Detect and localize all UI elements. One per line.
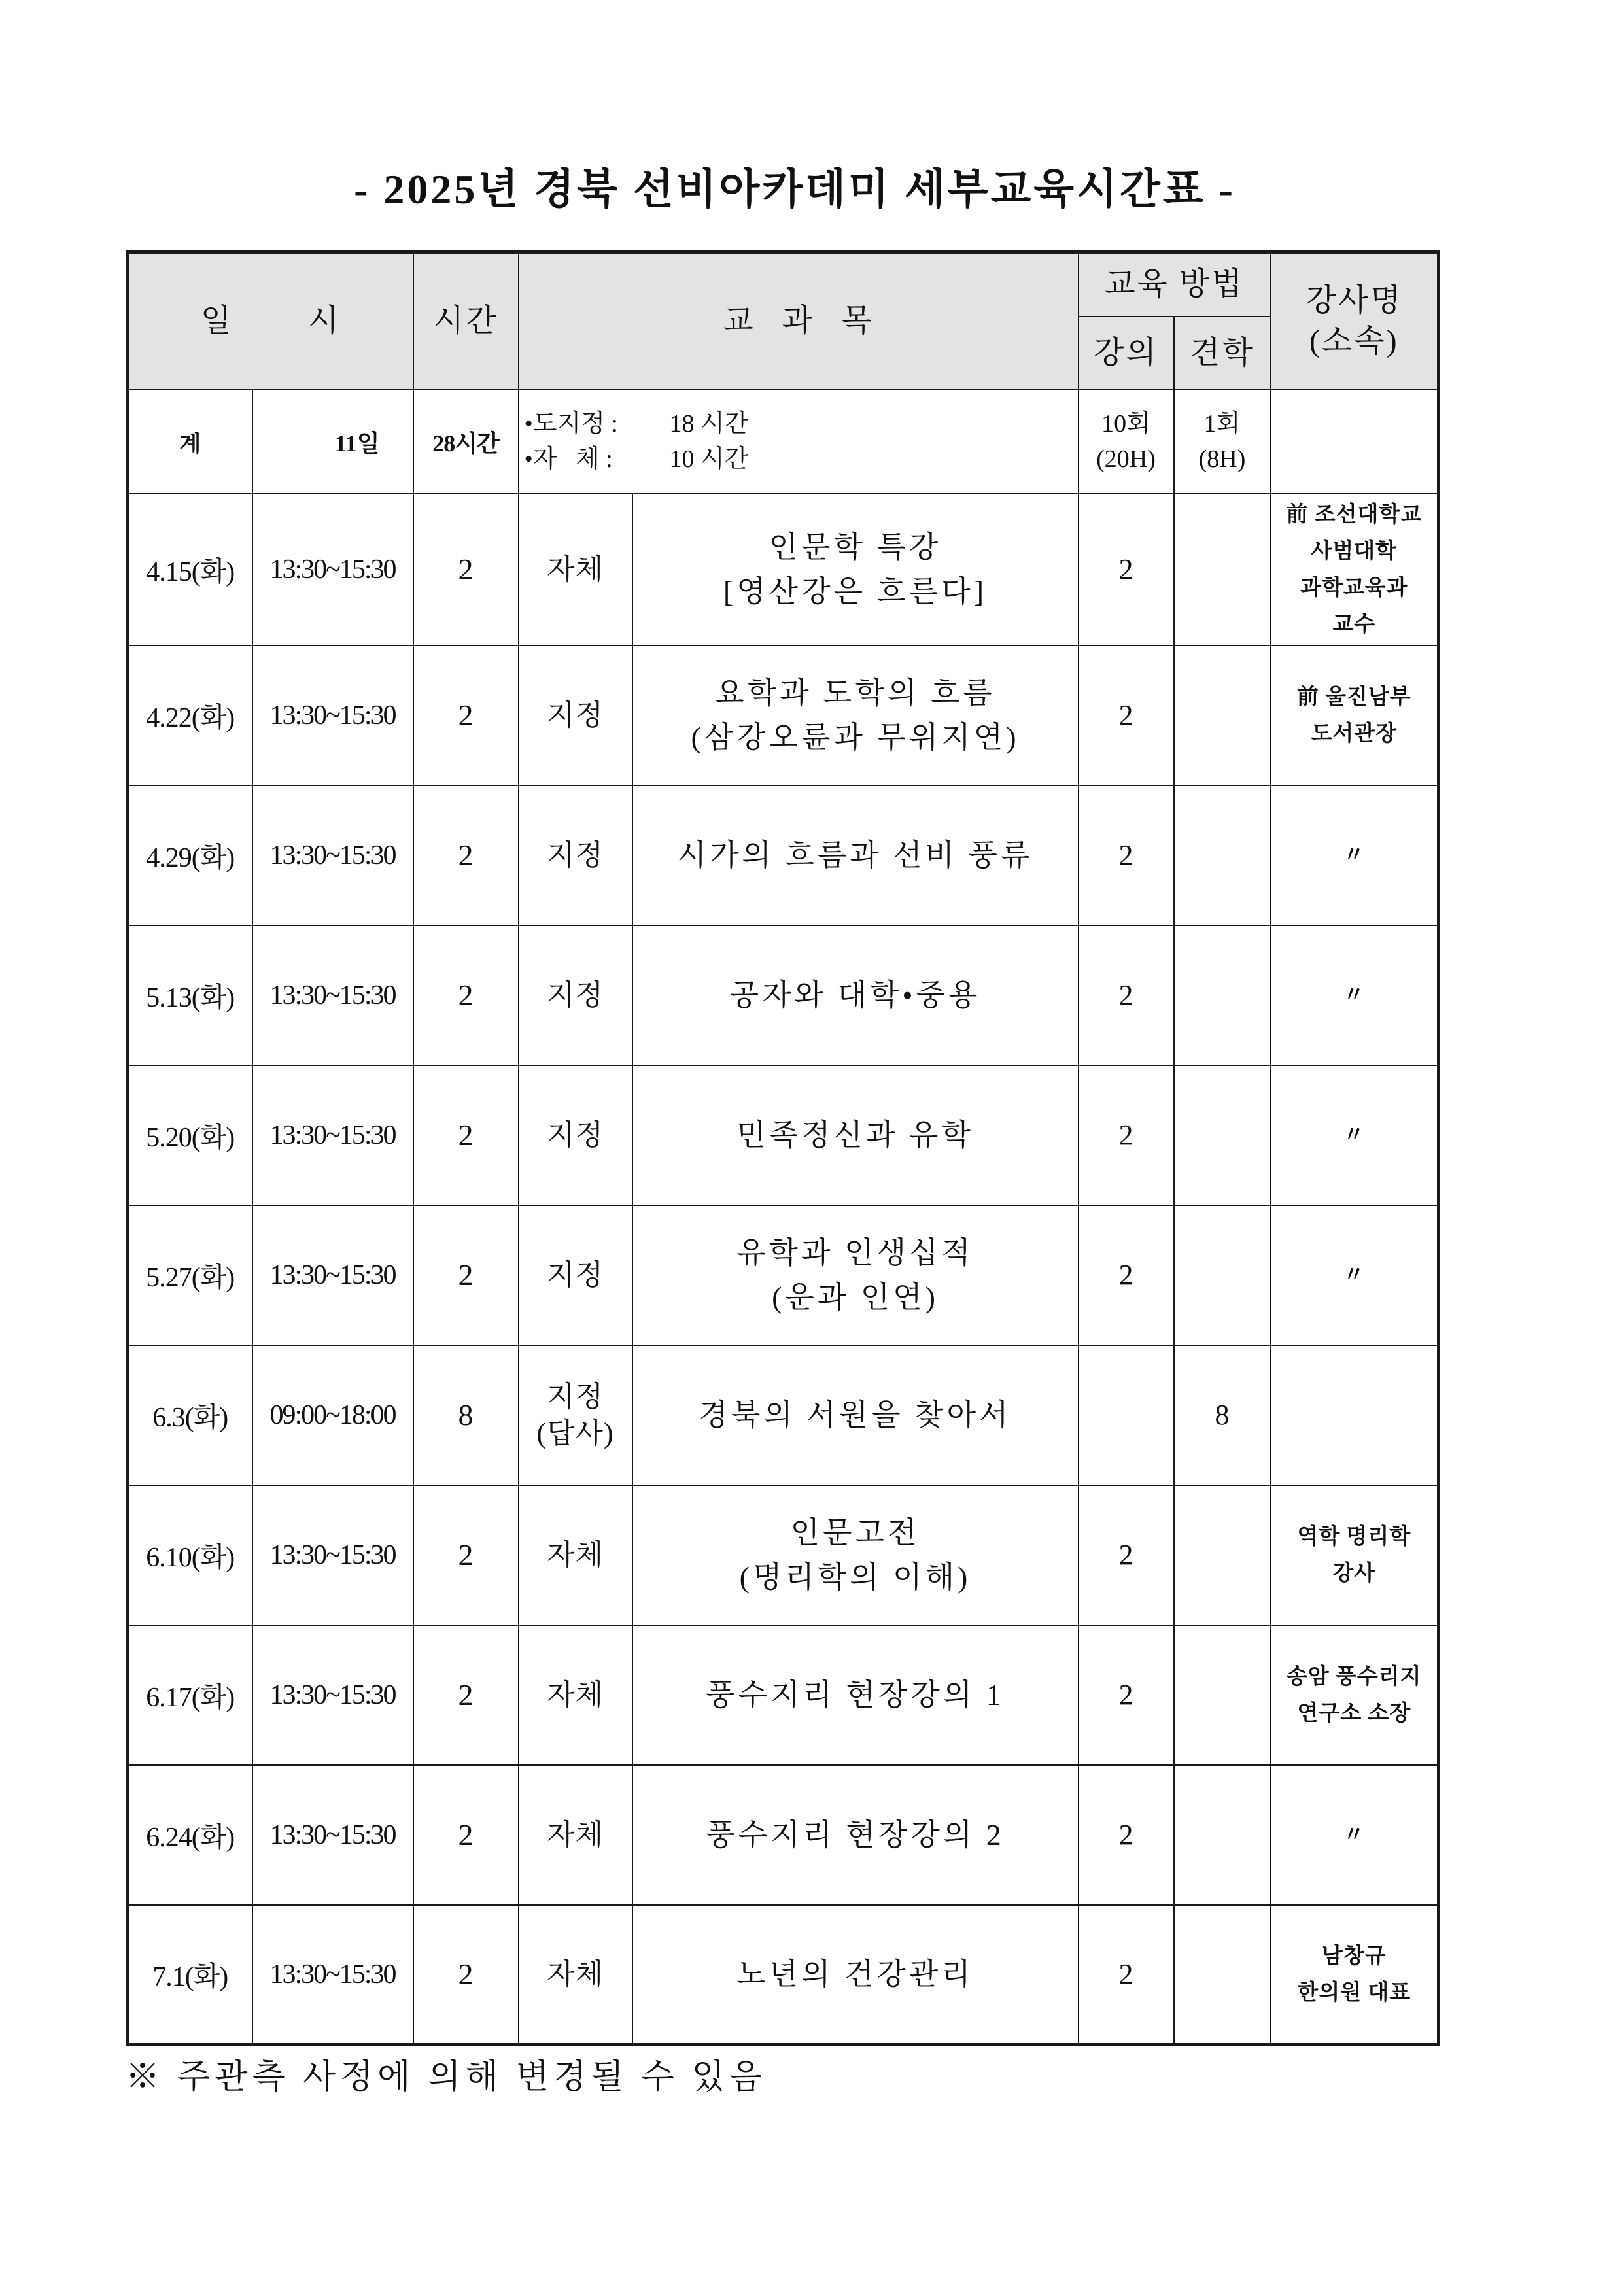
field-trip-hours-cell (1174, 785, 1271, 925)
course-type-cell (519, 1205, 632, 1345)
date-cell: 6.10(화) (128, 1485, 252, 1625)
subject-line: (운과 인연) (772, 1280, 939, 1314)
course-type-cell (519, 785, 632, 925)
instructor-cell (1271, 1905, 1439, 2045)
course-type-line: 자체 (546, 1678, 604, 1711)
total-row (128, 390, 1439, 494)
schedule-row (128, 1625, 1439, 1765)
subject-line: 경북의 서원을 찾아서 (699, 1398, 1012, 1432)
header-hours: 시간 (413, 252, 519, 390)
course-type-line: 자체 (546, 1957, 604, 1990)
hours-cell: 2 (413, 1765, 519, 1905)
field-trip-hours-cell (1174, 645, 1271, 785)
lecture-hours-cell: 2 (1079, 1065, 1174, 1205)
header-date-time: 일 시 (128, 252, 413, 390)
date-cell: 5.13(화) (128, 925, 252, 1065)
field-trip-hours-cell (1174, 1065, 1271, 1205)
instructor-cell (1271, 1205, 1439, 1345)
total-label: 계 (128, 390, 252, 494)
time-cell: 13:30~15:30 (252, 1485, 413, 1625)
subject-line: 인문고전 (790, 1515, 920, 1549)
field-trip-hours-cell (1174, 1765, 1271, 1905)
date-cell: 6.3(화) (128, 1345, 252, 1485)
lecture-hours-cell: 2 (1079, 1765, 1174, 1905)
course-type-line: 자체 (546, 1818, 604, 1851)
instructor-cell (1271, 1345, 1439, 1485)
instructor-line: 강사 (1332, 1561, 1376, 1585)
time-cell: 13:30~15:30 (252, 1065, 413, 1205)
hours-cell: 2 (413, 1625, 519, 1765)
breakdown-value: 18 시간 (669, 410, 749, 438)
time-cell: 13:30~15:30 (252, 1765, 413, 1905)
field-trip-hours-cell (1174, 1625, 1271, 1765)
instructor-line: 前 조선대학교 (1286, 502, 1423, 526)
time-cell: 09:00~18:00 (252, 1345, 413, 1485)
hours-cell: 2 (413, 1205, 519, 1345)
subject-line: 노년의 건강관리 (736, 1957, 974, 1991)
course-type-line: 지정 (546, 978, 604, 1011)
lecture-hours-cell (1079, 1345, 1174, 1485)
instructor-line: 〃 (1343, 1263, 1366, 1287)
total-lecture-line: (20H) (1096, 445, 1156, 473)
subject-cell (632, 1485, 1079, 1625)
subject-line: 유학과 인생십적 (736, 1235, 974, 1269)
header-subject: 교 과 목 (519, 252, 1079, 390)
date-cell: 6.24(화) (128, 1765, 252, 1905)
instructor-line: 한의원 대표 (1297, 1980, 1411, 2005)
instructor-line: 교수 (1332, 612, 1376, 636)
lecture-hours-cell: 2 (1079, 645, 1174, 785)
breakdown-designated (525, 406, 1078, 441)
subject-line: 인문학 특강 (769, 530, 942, 564)
date-cell: 4.15(화) (128, 494, 252, 645)
instructor-cell (1271, 785, 1439, 925)
field-trip-hours-cell (1174, 1905, 1271, 2045)
instructor-line: 〃 (1343, 983, 1366, 1007)
schedule-row (128, 1765, 1439, 1905)
header-instructor-line: (소속) (1309, 324, 1399, 359)
schedule-row (128, 1345, 1439, 1485)
schedule-row (128, 1065, 1439, 1205)
subject-line: [영산강은 흐른다] (723, 574, 988, 608)
time-cell: 13:30~15:30 (252, 925, 413, 1065)
course-type-line: 지정 (546, 838, 604, 871)
course-type-cell (519, 1485, 632, 1625)
field-trip-hours-cell (1174, 1205, 1271, 1345)
field-trip-hours-cell: 8 (1174, 1345, 1271, 1485)
instructor-line: 남창규 (1321, 1944, 1387, 1968)
course-type-cell (519, 1065, 632, 1205)
subject-line: (삼강오륜과 무위지연) (691, 720, 1020, 754)
schedule-row (128, 645, 1439, 785)
header-instructor (1271, 252, 1439, 390)
footnote: ※ 주관측 사정에 의해 변경될 수 있음 (126, 2059, 767, 2096)
subject-line: 시가의 흐름과 선비 풍류 (677, 838, 1033, 872)
course-type-line: 지정 (546, 698, 604, 731)
subject-cell (632, 1345, 1079, 1485)
lecture-hours-cell: 2 (1079, 925, 1174, 1065)
hours-cell: 2 (413, 494, 519, 645)
header-method: 교육 방법 (1079, 252, 1271, 317)
schedule-row (128, 494, 1439, 645)
subject-line: 민족정신과 유학 (736, 1118, 974, 1152)
subject-line: 공자와 대학•중용 (729, 978, 981, 1012)
instructor-line: 과학교육과 (1300, 576, 1408, 600)
hours-cell: 2 (413, 1485, 519, 1625)
header-field-trip: 견학 (1174, 317, 1271, 390)
total-field-trip-cell (1174, 390, 1271, 494)
instructor-line: 〃 (1343, 843, 1366, 867)
course-type-cell (519, 1905, 632, 2045)
breakdown-label: •도지정 : (524, 410, 618, 438)
total-lecture-cell (1079, 390, 1174, 494)
schedule-row (128, 1485, 1439, 1625)
schedule-row (128, 1905, 1439, 2045)
subject-cell (632, 925, 1079, 1065)
total-field-trip-line: (8H) (1198, 445, 1246, 473)
total-hours: 28시간 (413, 390, 519, 494)
subject-line: (명리학의 이해) (739, 1560, 971, 1594)
course-type-cell (519, 1345, 632, 1485)
time-cell: 13:30~15:30 (252, 494, 413, 645)
hours-cell: 2 (413, 925, 519, 1065)
total-lecture-line: 10회 (1101, 410, 1150, 438)
course-type-cell (519, 925, 632, 1065)
subject-cell (632, 1065, 1079, 1205)
date-cell: 4.22(화) (128, 645, 252, 785)
page-title: - 2025년 경북 선비아카데미 세부교육시간표 - (354, 166, 1235, 213)
time-cell: 13:30~15:30 (252, 1905, 413, 2045)
course-type-cell (519, 494, 632, 645)
subject-cell (632, 785, 1079, 925)
course-type-line: (답사) (536, 1417, 614, 1449)
header-instructor-line: 강사명 (1305, 283, 1403, 318)
instructor-cell (1271, 494, 1439, 645)
hours-breakdown-cell (519, 390, 1079, 494)
date-cell: 5.27(화) (128, 1205, 252, 1345)
lecture-hours-cell: 2 (1079, 494, 1174, 645)
date-cell: 7.1(화) (128, 1905, 252, 2045)
instructor-cell (1271, 1065, 1439, 1205)
instructor-line: 역학 명리학 (1297, 1524, 1411, 1549)
breakdown-label: •자 체 : (524, 445, 613, 473)
instructor-line: 사범대학 (1311, 539, 1398, 563)
date-cell: 4.29(화) (128, 785, 252, 925)
date-cell: 5.20(화) (128, 1065, 252, 1205)
course-type-line: 자체 (546, 553, 604, 585)
instructor-cell (1271, 925, 1439, 1065)
schedule-row (128, 925, 1439, 1065)
course-type-cell (519, 1625, 632, 1765)
total-instructor-cell (1271, 390, 1439, 494)
hours-cell: 2 (413, 785, 519, 925)
field-trip-hours-cell (1174, 925, 1271, 1065)
instructor-line: 도서관장 (1311, 721, 1398, 746)
time-cell: 13:30~15:30 (252, 1625, 413, 1765)
lecture-hours-cell: 2 (1079, 1905, 1174, 2045)
total-days: 11일 (252, 390, 413, 494)
hours-cell: 2 (413, 1905, 519, 2045)
course-type-cell (519, 1765, 632, 1905)
instructor-line: 前 울진남부 (1296, 685, 1411, 709)
schedule-row (128, 1205, 1439, 1345)
instructor-cell (1271, 1625, 1439, 1765)
hours-cell: 2 (413, 645, 519, 785)
course-type-line: 자체 (546, 1538, 604, 1571)
field-trip-hours-cell (1174, 494, 1271, 645)
date-cell: 6.17(화) (128, 1625, 252, 1765)
breakdown-self (525, 441, 1078, 477)
hours-cell: 8 (413, 1345, 519, 1485)
instructor-line: 연구소 소장 (1297, 1701, 1411, 1725)
hours-cell: 2 (413, 1065, 519, 1205)
schedule-table (126, 250, 1440, 2046)
instructor-line: 송암 풍수리지 (1287, 1664, 1422, 1689)
instructor-line: 〃 (1343, 1123, 1366, 1147)
instructor-line: 〃 (1343, 1823, 1366, 1847)
course-type-line: 지정 (546, 1118, 604, 1151)
subject-cell (632, 1205, 1079, 1345)
subject-cell (632, 1765, 1079, 1905)
instructor-cell (1271, 1765, 1439, 1905)
lecture-hours-cell: 2 (1079, 1485, 1174, 1625)
lecture-hours-cell: 2 (1079, 785, 1174, 925)
time-cell: 13:30~15:30 (252, 645, 413, 785)
time-cell: 13:30~15:30 (252, 785, 413, 925)
lecture-hours-cell: 2 (1079, 1205, 1174, 1345)
subject-cell (632, 1625, 1079, 1765)
lecture-hours-cell: 2 (1079, 1625, 1174, 1765)
header-lecture: 강의 (1079, 317, 1174, 390)
subject-cell (632, 494, 1079, 645)
time-cell: 13:30~15:30 (252, 1205, 413, 1345)
subject-line: 풍수지리 현장강의 2 (706, 1817, 1005, 1851)
course-type-line: 지정 (546, 1380, 604, 1413)
subject-cell (632, 645, 1079, 785)
header-row (128, 252, 1439, 317)
course-type-cell (519, 645, 632, 785)
subject-cell (632, 1905, 1079, 2045)
schedule-row (128, 785, 1439, 925)
total-field-trip-line: 1회 (1203, 410, 1241, 438)
instructor-cell (1271, 645, 1439, 785)
field-trip-hours-cell (1174, 1485, 1271, 1625)
course-type-line: 지정 (546, 1258, 604, 1291)
subject-line: 풍수지리 현장강의 1 (706, 1678, 1005, 1712)
subject-line: 요학과 도학의 흐름 (715, 676, 995, 710)
breakdown-value: 10 시간 (669, 445, 749, 473)
instructor-cell (1271, 1485, 1439, 1625)
